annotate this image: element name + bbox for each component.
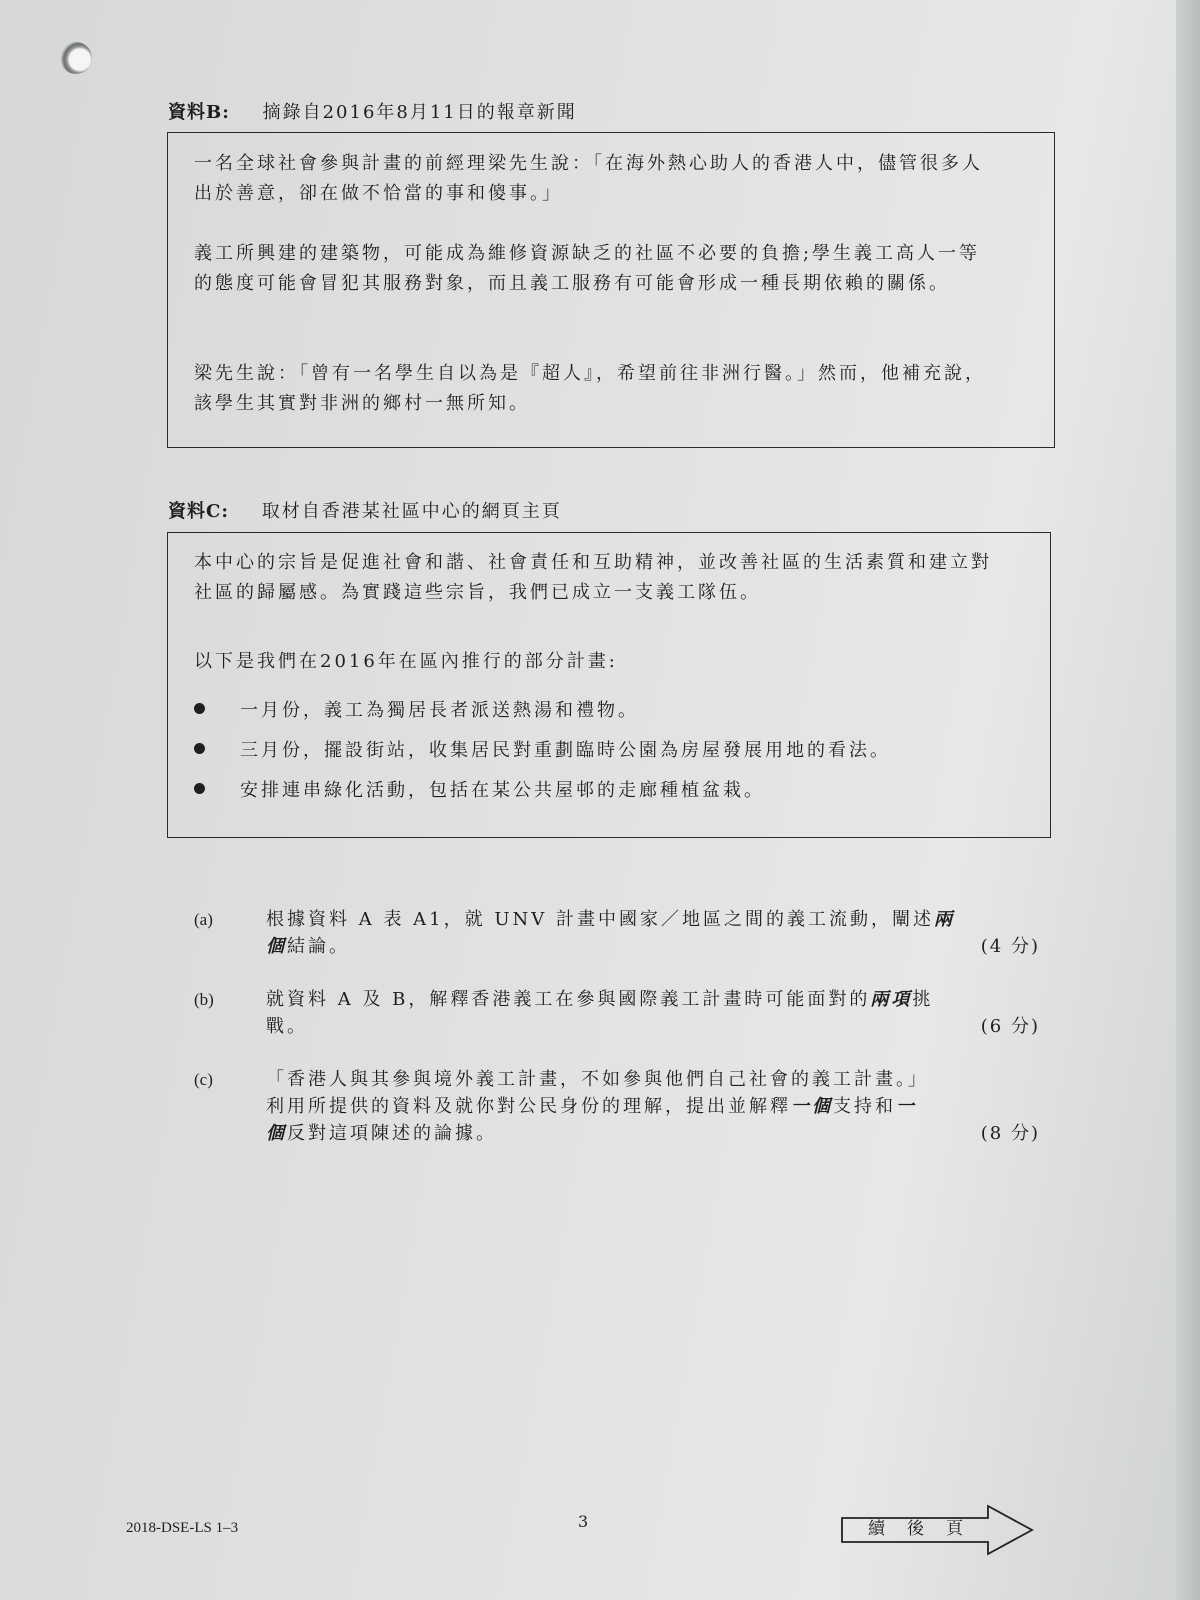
source-b-heading [168,98,577,124]
question-c-line-2: 利用所提供的資料及就你對公民身份的理解，提出並解釋 [266,1096,791,1117]
question-a-line-2: 結論。 [287,936,350,957]
source-b-paragraph-1: 一名全球社會參與計畫的前經理梁先生說：「在海外熱心助人的香港人中，儘管很多人出於善意，卻在做不恰當的事和傻事。」 [194,153,983,204]
source-c-box [167,532,1051,838]
list-item-text: 安排連串綠化活動，包括在某公共屋邨的走廊種植盆栽。 [240,780,765,801]
question-c-emphasis-2: 一 [896,1096,917,1117]
question-c-line-2b: 支持和 [833,1096,896,1117]
source-c-label: 資料C: [168,501,229,522]
source-c-list-heading: 以下是我們在2016年在區內推行的部分計畫: [194,651,618,672]
source-c-intro: 本中心的宗旨是促進社會和諧、社會責任和互助精神，並改善社區的生活素質和建立對社區的歸屬感。為實踐這些宗旨，我們已成立一支義工隊伍。 [194,552,992,603]
question-b-marks: (6 分) [980,1016,1040,1037]
bullet-dot-icon [194,783,205,794]
question-b-label: (b) [194,990,214,1009]
source-c-heading [168,497,562,523]
question-a-emphasis-1: 兩 [933,909,955,930]
question-c-emphasis-1: 一個 [791,1096,833,1117]
question-b [194,986,1044,1044]
source-c-description: 取材自香港某社區中心的網頁主頁 [261,501,562,522]
question-b-line-2: 戰。 [266,1016,308,1037]
question-a-line-1: 根據資料 A 表 A1，就 UNV 計畫中國家／地區之間的義工流動，闡述 [266,909,934,930]
page-number: 3 [578,1512,589,1531]
source-b-description: 摘錄自2016年8月11日的報章新聞 [262,102,577,123]
question-b-line-1b: 挑 [912,989,934,1010]
continue-arrow-icon [840,1504,1040,1560]
question-c-text [266,1066,1036,1147]
source-b-box [167,132,1055,448]
question-c-line-1: 「香港人與其參與境外義工計畫，不如參與他們自己社會的義工計畫。」 [266,1069,929,1090]
question-b-emphasis-1: 兩項 [870,989,913,1010]
question-a-text [266,906,1036,960]
source-b-paragraph-3: 梁先生說：「曾有一名學生自以為是『超人』，希望前往非洲行醫。」然而，他補充說，該學生其實對非洲的鄉村一無所知。 [194,363,986,414]
question-a-label: (a) [194,910,213,929]
list-item-text: 一月份，義工為獨居長者派送熱湯和禮物。 [240,700,639,721]
continue-label: 續後頁 [868,1519,985,1539]
question-a-marks: (4 分) [980,936,1040,957]
question-a-emphasis-2: 個 [266,936,287,957]
source-b-paragraph-2: 義工所興建的建築物，可能成為維修資源缺乏的社區不必要的負擔;學生義工高人一等的態度可能會冒犯其服務對象，而且義工服務有可能會形成一種長期依賴的關係。 [194,243,981,294]
bullet-dot-icon [194,703,205,714]
punch-hole [60,42,92,74]
question-c-label: (c) [194,1070,213,1089]
question-c-marks: (8 分) [980,1123,1040,1144]
question-b-line-1: 就資料 A 及 B，解釋香港義工在參與國際義工計畫時可能面對的 [266,989,871,1010]
question-a [194,906,1044,964]
question-c [194,1066,1044,1150]
footer-paper-code: 2018-DSE-LS 1–3 [126,1520,239,1536]
bullet-dot-icon [194,743,205,754]
page-edge [1176,0,1200,1600]
list-item-text: 三月份，擺設街站，收集居民對重劃臨時公園為房屋發展用地的看法。 [240,740,891,761]
question-c-emphasis-3: 個 [266,1123,287,1144]
question-c-line-3: 反對這項陳述的論據。 [287,1123,497,1144]
question-b-text [266,986,1036,1040]
source-b-label: 資料B: [168,102,230,123]
